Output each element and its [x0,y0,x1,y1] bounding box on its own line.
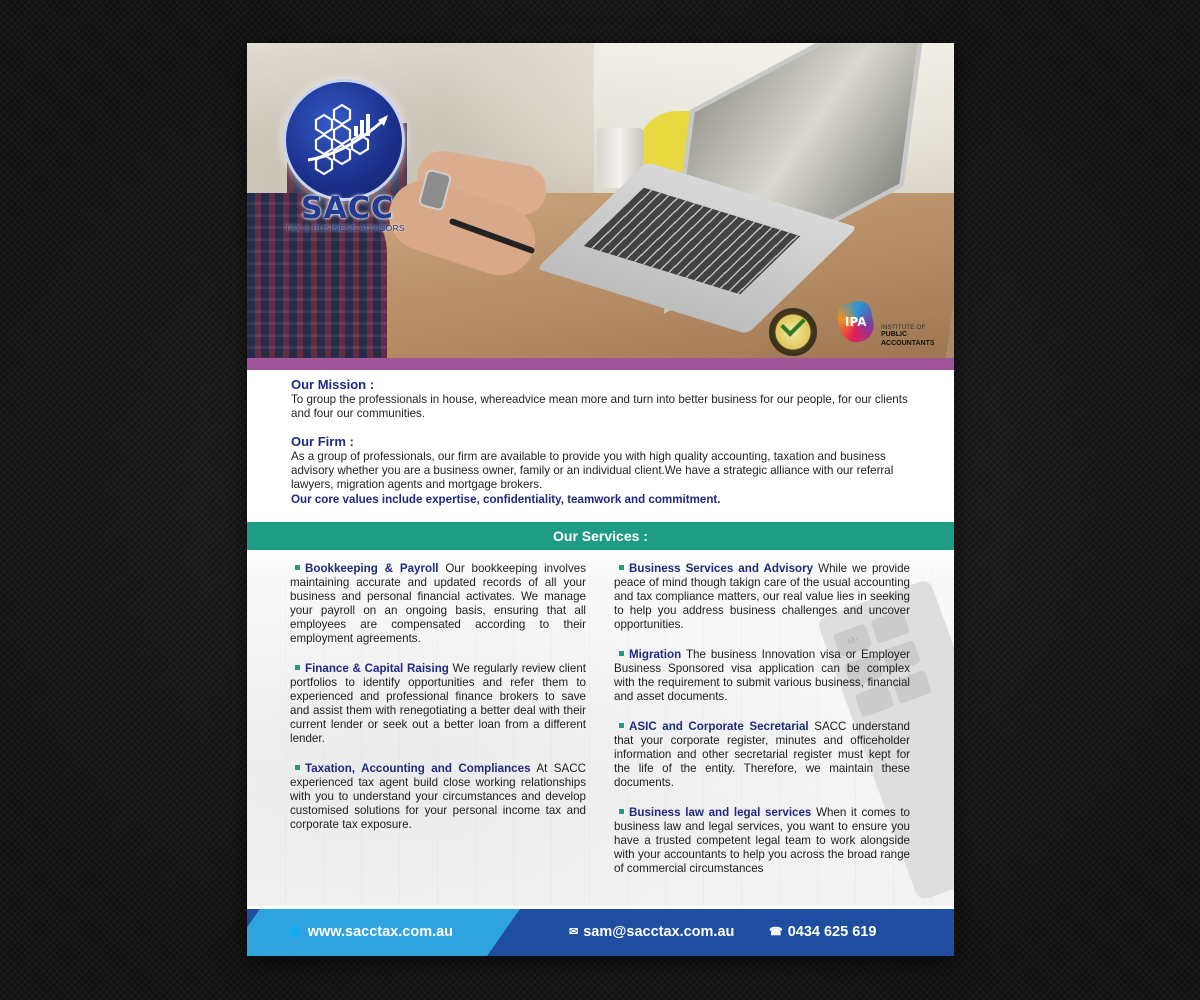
phone-text: 0434 625 619 [787,924,877,940]
ipa-name [881,324,951,348]
service-text: When it comes to business law and legal services, you want to ensure you have a trusted competent legal team to work alongside with your accountants to help you across the broad range of commercial circumstances [614,806,910,875]
bullet-icon [619,565,624,570]
service-title: Finance & Capital Raising [305,662,449,675]
service-business-law [614,806,910,876]
website-text: www.sacctax.com.au [307,924,454,940]
service-text: Our bookkeeping involves maintaining accurate and updated records of all your business and personal financial activates. We manage your payroll on an ongoing basis, ensuring that all employees are compensated according to their employment agreements. [290,562,586,645]
service-title: Business law and legal services [629,806,812,819]
services-section [247,550,954,906]
flyer-page [247,43,954,956]
service-title: Bookkeeping & Payroll [305,562,439,575]
bullet-icon [619,651,624,656]
mail-icon: ✉ [569,926,579,938]
core-values: Our core values include expertise, confidentiality, teamwork and commitment. [291,493,721,506]
ipa-line-1: INSTITUTE OF [881,324,926,331]
email-text: sam@sacctax.com.au [583,924,735,940]
hero-photo [247,43,954,358]
ipa-letters: IPA [845,315,867,329]
tpb-registered-badge [769,308,817,356]
contact-footer [247,909,954,956]
check-icon [780,311,805,336]
service-text: We regularly review client portfolios to identify opportunities and refer them to experienced and professional finance brokers to save and assist them with renegotiating a better deal with their current lender or seek out a better loan from a different lender. [290,662,586,745]
services-right-column [614,562,910,892]
bullet-icon [295,765,300,770]
mission-heading: Our Mission : [291,377,375,392]
service-taxation [290,762,586,832]
service-text: While we provide peace of mind though takign care of the usual accounting and tax compliance matters, our real value lies in seeking to help you address business challenges and uncover opportunities. [614,562,910,631]
ipa-line-3: ACCOUNTANTS [881,339,935,347]
service-asic [614,720,910,790]
ipa-line-2: PUBLIC [881,331,908,339]
service-title: Business Services and Advisory [629,562,814,575]
service-business-advisory [614,562,910,632]
globe-icon: 🌐 [289,926,303,938]
phone-icon: ☎ [769,926,783,938]
service-bookkeeping [290,562,586,646]
phone-link[interactable] [769,909,876,956]
service-text: The business Innovation visa or Employer Business Sponsored visa application can be complex with the requirement to submit various business, financial and asset documents. [614,648,910,703]
services-heading: Our Services : [247,522,954,550]
logo-emblem-icon [283,79,405,201]
ipa-badge [839,302,949,352]
bullet-icon [619,809,624,814]
service-title: Migration [629,648,682,661]
logo-tagline: TAX & BUSINESS ADVISORS [285,223,405,233]
service-finance [290,662,586,746]
service-title: ASIC and Corporate Secretarial [629,720,809,733]
mission-text: To group the professionals in house, whereadvice mean more and turn into better business for our people, for our clients and four our communities. [291,393,908,420]
calculator-graphic: M- [816,579,954,902]
firm-heading: Our Firm : [291,434,354,449]
website-link[interactable] [289,909,453,956]
intro-section [291,378,913,507]
email-link[interactable] [569,909,734,956]
bullet-icon [295,565,300,570]
services-left-column [290,562,586,848]
service-text: At SACC experienced tax agent build close working relationships with you to understand your circumstances and develop customised solutions for your personal income tax and corporate tax exposure. [290,762,586,831]
service-title: Taxation, Accounting and Compliances [305,762,531,775]
firm-text: As a group of professionals, our firm are available to provide you with high quality accounting, taxation and business advisory whether you are a business owner, family or an individual client.We have a strategic alliance with our referral lawyers, migration agents and mortgage brokers. [291,450,894,491]
service-text: SACC understand that your corporate register, minutes and officeholder information and other secretarial register must kept for the life of the entity. Therefore, we maintain these documents. [614,720,910,789]
service-migration [614,648,910,704]
bullet-icon [295,665,300,670]
logo-name: SACC [301,191,394,226]
sacc-logo [283,79,405,233]
purple-divider [247,358,954,370]
bullet-icon [619,723,624,728]
